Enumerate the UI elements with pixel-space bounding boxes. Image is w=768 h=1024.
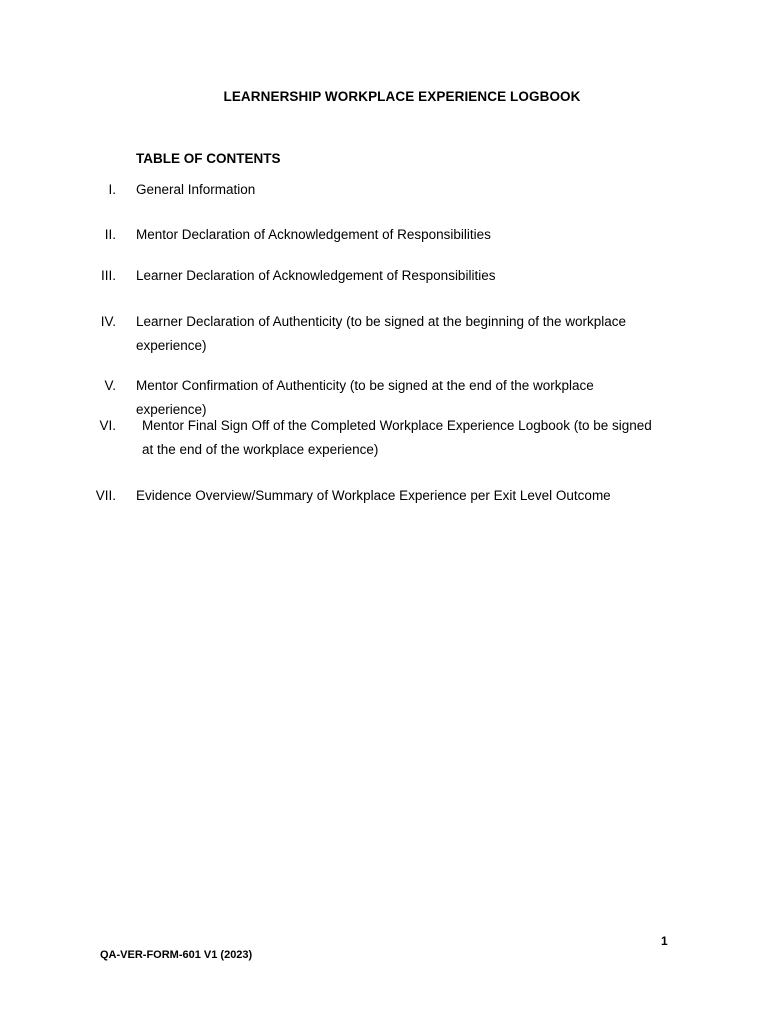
toc-item-number: V.: [104, 378, 116, 393]
toc-item-number: IV.: [100, 314, 116, 329]
toc-heading: TABLE OF CONTENTS: [136, 151, 281, 166]
toc-item-text: Learner Declaration of Acknowledgement of Responsibilities: [136, 268, 496, 283]
form-code: QA-VER-FORM-601 V1 (2023): [100, 949, 253, 961]
document-title: LEARNERSHIP WORKPLACE EXPERIENCE LOGBOOK: [223, 89, 581, 104]
toc-item-text: Mentor Declaration of Acknowledgement of Responsibilities: [136, 227, 491, 242]
toc-item-text: Evidence Overview/Summary of Workplace Experience per Exit Level Outcome: [136, 488, 611, 503]
toc-item-text: General Information: [136, 182, 256, 197]
toc-item-number: II.: [104, 227, 116, 242]
toc-item-text: Mentor Confirmation of Authenticity (to be signed at the end of the workplace experience): [136, 378, 594, 417]
toc-item-text: Mentor Final Sign Off of the Completed Workplace Experience Logbook (to be signed at the end of the workplace experience): [142, 418, 652, 457]
page-number: 1: [661, 934, 668, 948]
toc-item-number: VI.: [99, 418, 116, 433]
toc-item-number: I.: [108, 182, 116, 197]
toc-item-number: III.: [100, 268, 116, 283]
toc-item-number: VII.: [95, 488, 116, 503]
toc-item-text: Learner Declaration of Authenticity (to be signed at the beginning of the workplace experience): [136, 314, 627, 353]
